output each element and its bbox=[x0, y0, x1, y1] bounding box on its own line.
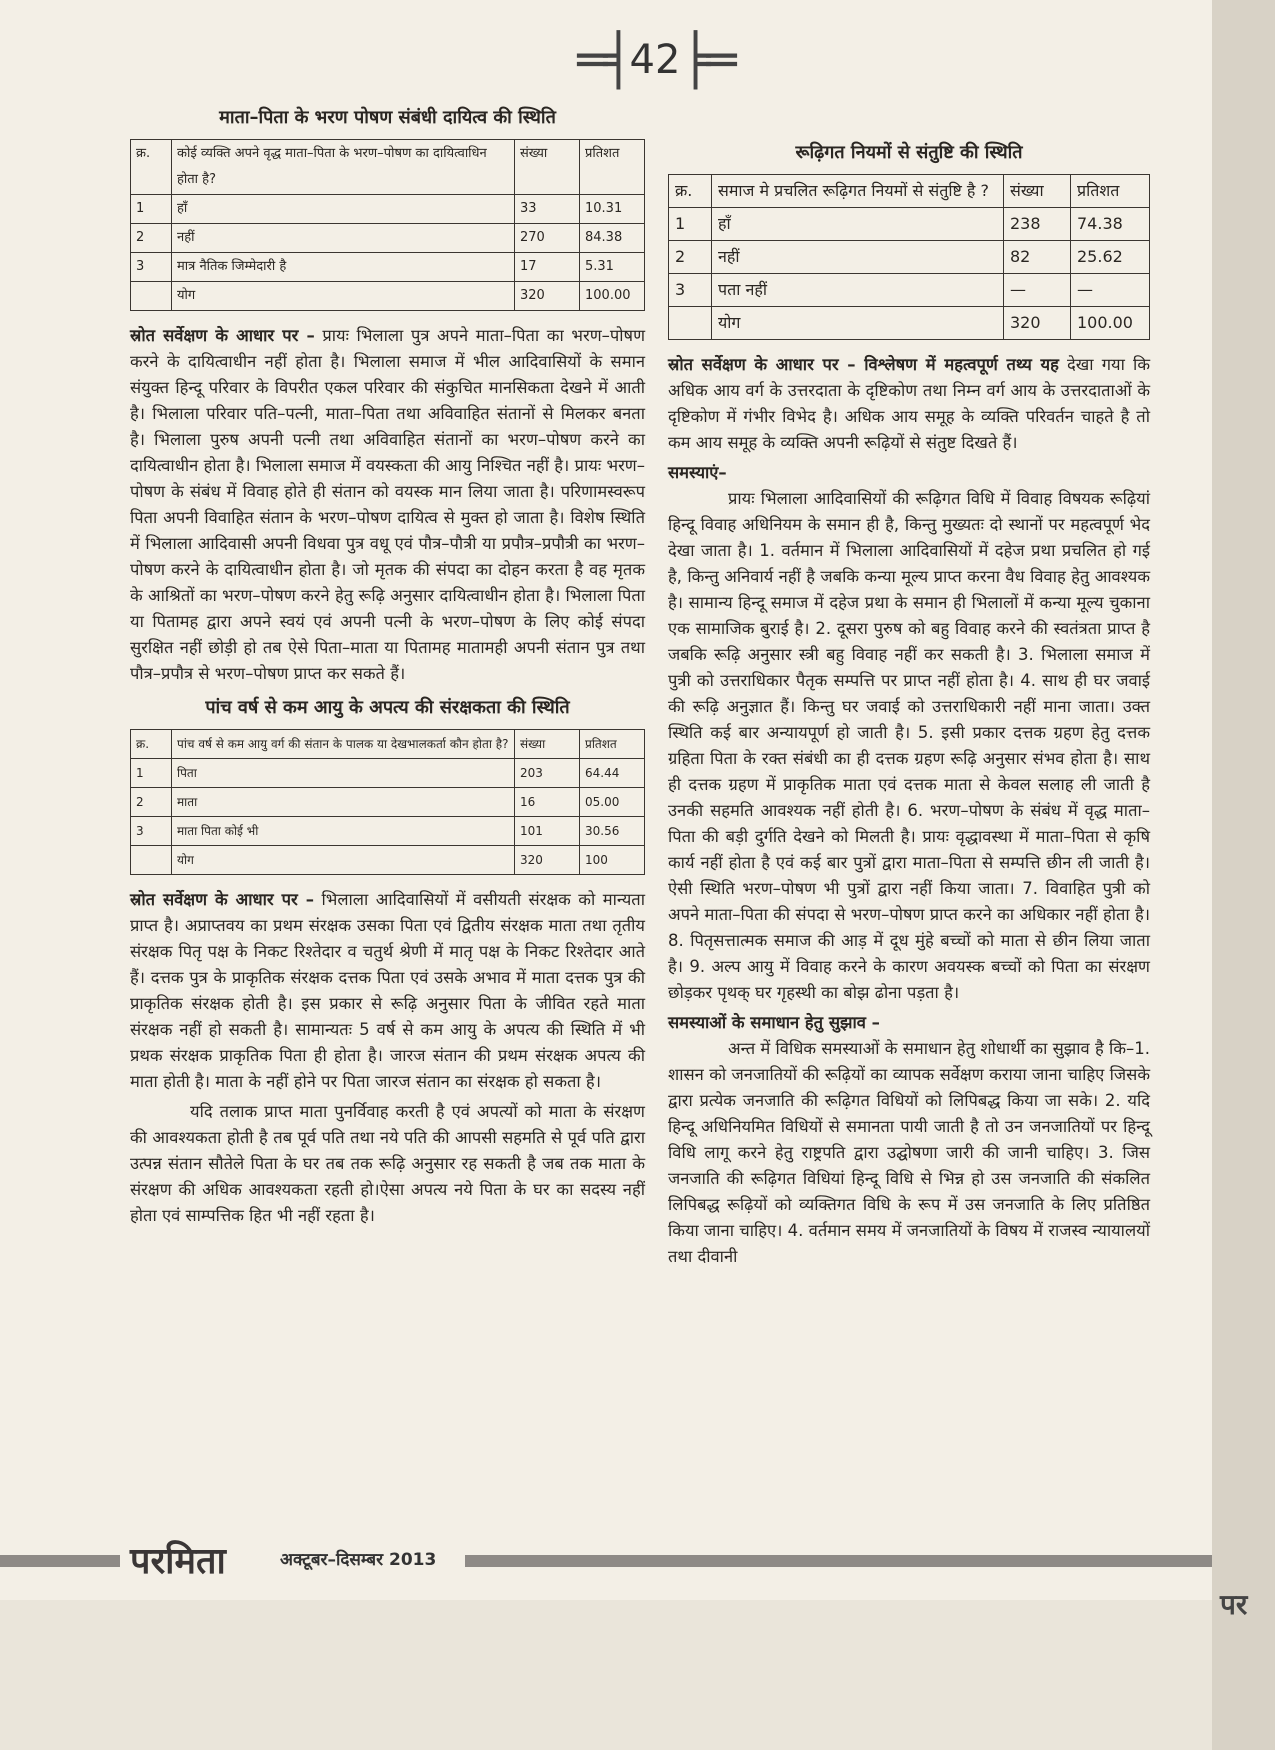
table-cell: योग bbox=[712, 307, 1004, 340]
left-paragraph-1 bbox=[130, 323, 645, 687]
table-row bbox=[131, 817, 645, 846]
table-cell: — bbox=[1071, 274, 1150, 307]
table2-title: पांच वर्ष से कम आयु के अपत्य की संरक्षकता की स्थिति bbox=[205, 697, 570, 718]
problems-heading: समस्याएं– bbox=[668, 463, 727, 482]
table-header: संख्या bbox=[515, 140, 580, 195]
table-cell: 5.31 bbox=[580, 253, 645, 282]
table-cell: 74.38 bbox=[1071, 208, 1150, 241]
table-cell: माता पिता कोई भी bbox=[172, 817, 515, 846]
left-paragraph-2 bbox=[130, 887, 645, 1095]
table-cell: 3 bbox=[131, 253, 172, 282]
table-cell: 33 bbox=[515, 195, 580, 224]
table-header: क्र. bbox=[131, 140, 172, 195]
table-cell: 17 bbox=[515, 253, 580, 282]
table-header: समाज मे प्रचलित रूढ़िगत नियमों से संतुष्टि है ? bbox=[712, 175, 1004, 208]
paragraph-text: देखा गया कि अधिक आय वर्ग के उत्तरदाता के दृष्टिकोण तथा निम्न वर्ग आय के उत्तरदाताओं के दृष्टिकोण में गंभीर विभेद है। अधिक आय समूह के व्यक्ति परिवर्तन चाहते है तो कम आय समूह के व्यक्ति अपनी रूढ़ियों से संतुष्ट दिखते हैं। bbox=[668, 355, 1150, 452]
table-cell: पता नहीं bbox=[712, 274, 1004, 307]
solutions-paragraph: अन्त में विधिक समस्याओं के समाधान हेतु शोधार्थी का सुझाव है कि–1. शासन को जनजातियों की रूढ़ियों का व्यापक सर्वेक्षण कराया जाना चाहिए जिसके द्वारा प्रत्येक जनजाति की रूढ़िगत विधियों को लिपिबद्ध किया जा सके। 2. यदि हिन्दू अधिनियमित विधियों से समानता पायी जाती है तो उन जनजातियों पर हिन्दू विधि लागू करने हेतु राष्ट्रपति द्वारा उद्घोषणा जारी की जानी चाहिए। 3. जिस जनजाति की रूढ़िगत विधियां हिन्दू विधि से भिन्न हो उस जनजाति की संकलित लिपिबद्ध रूढ़ियों को व्यक्तिगत विधि के रूप में उस जनजाति के लिए प्रतिष्ठित किया जाना चाहिए। 4. वर्तमान समय में जनजातियों के विषय में राजस्व न्यायालयों तथा दीवानी bbox=[668, 1039, 1150, 1266]
table-cell: 270 bbox=[515, 224, 580, 253]
table-header: क्र. bbox=[131, 730, 172, 759]
table-total-row bbox=[131, 282, 645, 311]
table-cell: नहीं bbox=[712, 241, 1004, 274]
footer-rule-right bbox=[465, 1555, 1212, 1567]
table-cell: 2 bbox=[131, 224, 172, 253]
right-column bbox=[668, 140, 1150, 1274]
left-column bbox=[130, 105, 645, 1233]
table-row bbox=[131, 759, 645, 788]
table-header-row bbox=[131, 730, 645, 759]
table-header: प्रतिशत bbox=[580, 140, 645, 195]
book-spine bbox=[1212, 0, 1275, 1750]
table-cell: 320 bbox=[515, 282, 580, 311]
table-cell: 320 bbox=[515, 846, 580, 875]
table-header: पांच वर्ष से कम आयु वर्ग की संतान के पालक या देखभालकर्ता कौन होता है? bbox=[172, 730, 515, 759]
left-ornament-icon: ═╡ bbox=[577, 31, 630, 89]
table-cell: 203 bbox=[515, 759, 580, 788]
table-cell: 3 bbox=[669, 274, 712, 307]
table1-title: माता–पिता के भरण पोषण संबंधी दायित्व की स्थिति bbox=[219, 107, 556, 128]
table-cell: 84.38 bbox=[580, 224, 645, 253]
table-cell: 2 bbox=[131, 788, 172, 817]
table-cell: 30.56 bbox=[580, 817, 645, 846]
table-row bbox=[669, 274, 1150, 307]
table-cell: 1 bbox=[669, 208, 712, 241]
table-row bbox=[131, 195, 645, 224]
table-header: प्रतिशत bbox=[1071, 175, 1150, 208]
table-cell bbox=[131, 846, 172, 875]
table-cell: 100 bbox=[580, 846, 645, 875]
table-cell: 238 bbox=[1004, 208, 1071, 241]
table-cell: योग bbox=[172, 282, 515, 311]
table-cell: योग bbox=[172, 846, 515, 875]
right-paragraph-1 bbox=[668, 352, 1150, 456]
table-cell: 2 bbox=[669, 241, 712, 274]
table-header: प्रतिशत bbox=[580, 730, 645, 759]
table1 bbox=[130, 139, 645, 311]
table3 bbox=[668, 174, 1150, 340]
table-header-row bbox=[131, 140, 645, 195]
table-row bbox=[131, 224, 645, 253]
table2 bbox=[130, 729, 645, 875]
table-total-row bbox=[131, 846, 645, 875]
table-cell: 3 bbox=[131, 817, 172, 846]
table-header-row bbox=[669, 175, 1150, 208]
paragraph-text: भिलाला आदिवासियों में वसीयती संरक्षक को मान्यता प्राप्त है। अप्राप्तवय का प्रथम संरक्षक उसका पिता एवं द्वितीय संरक्षक माता तथा तृतीय संरक्षक पितृ पक्ष के निकट रिश्तेदार व चतुर्थ श्रेणी में मातृ पक्ष के निकट रिश्तेदार आते हैं। दत्तक पुत्र के प्राकृतिक संरक्षक दत्तक पिता एवं उसके अभाव में माता दत्तक पुत्र की प्राकृतिक संरक्षक होती है। इस प्रकार से रूढ़ि अनुसार पिता के जीवित रहते माता संरक्षक नहीं हो सकती है। सामान्यतः 5 वर्ष से कम आयु के अपत्य की स्थिति में भी प्रथक संरक्षक प्राकृतिक पिता ही होता है। जारज संतान की प्रथम संरक्षक अपत्य की माता होती है। माता के नहीं होने पर पिता जारज संतान का संरक्षक हो सकता है। bbox=[130, 890, 645, 1091]
table-row bbox=[669, 241, 1150, 274]
table-cell bbox=[669, 307, 712, 340]
issue-date: अक्टूबर–दिसम्बर 2013 bbox=[280, 1550, 437, 1570]
table-cell: माता bbox=[172, 788, 515, 817]
table-cell bbox=[131, 282, 172, 311]
table-cell: — bbox=[1004, 274, 1071, 307]
right-ornament-icon: ╞═ bbox=[680, 31, 733, 89]
page-number-header bbox=[560, 30, 750, 90]
table-cell: नहीं bbox=[172, 224, 515, 253]
table-total-row bbox=[669, 307, 1150, 340]
table-cell: 320 bbox=[1004, 307, 1071, 340]
footer-rule-left bbox=[0, 1555, 120, 1567]
page-bottom-area bbox=[0, 1600, 1212, 1750]
magazine-logo: परमिता bbox=[130, 1541, 226, 1582]
table-row bbox=[131, 788, 645, 817]
table-header: क्र. bbox=[669, 175, 712, 208]
table-cell: पिता bbox=[172, 759, 515, 788]
table-cell: 1 bbox=[131, 195, 172, 224]
table-header: संख्या bbox=[1004, 175, 1071, 208]
table-cell: 82 bbox=[1004, 241, 1071, 274]
page-number: 42 bbox=[629, 37, 681, 83]
table-cell: 100.00 bbox=[580, 282, 645, 311]
solutions-heading: समस्याओं के समाधान हेतु सुझाव – bbox=[668, 1013, 880, 1032]
problems-paragraph: प्रायः भिलाला आदिवासियों की रूढ़िगत विधि में विवाह विषयक रूढ़ियां हिन्दू विवाह अधिनियम के समान ही है, किन्तु मुख्यतः दो स्थानों पर महत्वपूर्ण भेद देखा जाता है। 1. वर्तमान में भिलाला आदिवासियों में दहेज प्रथा प्रचलित हो गई है, किन्तु अनिवार्य नहीं है जबकि कन्या मूल्य प्राप्त करना वैध विवाह हेतु आवश्यक है। सामान्य हिन्दू समाज में दहेज प्रथा के समान ही भिलालों में कन्या मूल्य चुकाना एक सामाजिक बुराई है। 2. दूसरा पुरुष को बहु विवाह करने की स्वतंत्रता प्राप्त है जबकि रूढ़ि अनुसार स्त्री बहु विवाह नहीं कर सकती है। 3. भिलाला समाज में पुत्री को उत्तराधिकार पैतृक सम्पत्ति पर प्राप्त नहीं होता है। 4. साथ ही घर जवाई की रूढ़ि अनुज्ञात हैं। किन्तु घर जवाई को उत्तराधिकारी नहीं माना जाता। उक्त स्थिति कई बार अन्यायपूर्ण हो जाती है। 5. इसी प्रकार दत्तक ग्रहण हेतु दत्तक ग्रहिता पिता के रक्त संबंधी का ही दत्तक ग्रहण रूढ़ि अनुसार संभव होता है। साथ ही दत्तक ग्रहण में प्राकृतिक माता एवं दत्तक माता से केवल सलाह ली जाती है उनकी सहमति आवश्यक नहीं होती है। 6. भरण–पोषण के संबंध में वृद्ध माता–पिता की बड़ी दुर्गति देखने को मिलती है। प्रायः वृद्धावस्था में माता–पिता से कृषि कार्य नहीं होता है एवं कई बार पुत्रों द्वारा माता–पिता से सम्पत्ति छीन ली जाती है। ऐसी स्थिति भरण–पोषण भी पुत्रों द्वारा नहीं किया जाता। 7. विवाहित पुत्री को अपने माता–पिता की संपदा से भरण–पोषण प्राप्त करने का अधिकार नहीं होता है। 8. पितृसत्तात्मक समाज की आड़ में दूध मुंहे बच्चों को माता से छीन लिया जाता है। 9. अल्प आयु में विवाह करने के कारण अवयस्क बच्चों को पिता का संरक्षण छोड़कर पृथक् घर गृहस्थी का बोझ ढोना पड़ता है। bbox=[668, 489, 1150, 1002]
paragraph-lead: स्रोत सर्वेक्षण के आधार पर – विश्लेषण में महत्वपूर्ण तथ्य यह bbox=[668, 355, 1059, 374]
paragraph-lead: स्रोत सर्वेक्षण के आधार पर – bbox=[130, 890, 314, 909]
table-row bbox=[669, 208, 1150, 241]
table-cell: 1 bbox=[131, 759, 172, 788]
table-cell: 64.44 bbox=[580, 759, 645, 788]
table-row bbox=[131, 253, 645, 282]
paragraph-lead: स्रोत सर्वेक्षण के आधार पर – bbox=[130, 326, 315, 345]
table-cell: 10.31 bbox=[580, 195, 645, 224]
table-cell: 05.00 bbox=[580, 788, 645, 817]
table3-title: रूढ़िगत नियमों से संतुष्टि की स्थिति bbox=[795, 142, 1023, 163]
table-cell: 101 bbox=[515, 817, 580, 846]
page-footer bbox=[0, 1535, 1212, 1585]
table-cell: 100.00 bbox=[1071, 307, 1150, 340]
left-paragraph-3: यदि तलाक प्राप्त माता पुनर्विवाह करती है एवं अपत्यों को माता के संरक्षण की आवश्यकता होती है तब पूर्व पति तथा नये पति की आपसी सहमति से पूर्व पति द्वारा उत्पन्न संतान सौतेले पिता के घर तब तक रूढ़ि अनुसार रह सकती है जब तक माता के संरक्षण की अधिक आवश्यकता रहती हो।ऐसा अपत्य नये पिता के घर का सदस्य नहीं होता एवं साम्पत्तिक हित भी नहीं रहता है। bbox=[130, 1102, 645, 1225]
table-cell: 16 bbox=[515, 788, 580, 817]
table-header: कोई व्यक्ति अपने वृद्ध माता–पिता के भरण–पोषण का दायित्वाधिन होता है? bbox=[172, 140, 515, 195]
table-cell: 25.62 bbox=[1071, 241, 1150, 274]
table-header: संख्या bbox=[515, 730, 580, 759]
table-cell: मात्र नैतिक जिम्मेदारी है bbox=[172, 253, 515, 282]
paragraph-text: प्रायः भिलाला पुत्र अपने माता–पिता का भरण–पोषण करने के दायित्वाधीन नहीं होता है। भिलाला समाज में भील आदिवासियों के समान संयुक्त हिन्दू परिवार के विपरीत एकल परिवार की संकुचित मानसिकता देखने में आती है। भिलाला परिवार पति–पत्नी, माता–पिता तथा अविवाहित संतानों से मिलकर बनता है। भिलाला पुरुष अपनी पत्नी तथा अविवाहित संतानों का भरण–पोषण करने का दायित्वाधीन होता है। भिलाला समाज में वयस्कता की आयु निश्चित नहीं है। प्रायः भरण–पोषण के संबंध में विवाह होते ही संतान को वयस्क मान लिया जाता है। परिणामस्वरूप पिता अपनी विवाहित संतान के भरण–पोषण दायित्व से मुक्त हो जाता है। विशेष स्थिति में भिलाला आदिवासी अपनी विधवा पुत्र वधू एवं पौत्र–पौत्री या प्रपौत्र–प्रपौत्री का भरण–पोषण करने के दायित्वाधीन होता है। जो मृतक की संपदा का दोहन करता है वह मृतक के आश्रितों का भरण–पोषण करने हेतु रूढ़ि अनुसार दायित्वाधीन होता है। भिलाला पिता या पितामह द्वारा अपने स्वयं एवं अपनी पत्नी के भरण–पोषण के लिए कोई संपदा सुरक्षित नहीं छोड़ी हो तब ऐसे पिता–माता या पितामह मातामही अपनी संतान पुत्र तथा पौत्र–प्रपौत्र से भरण–पोषण प्राप्त कर सकते हैं। bbox=[130, 326, 645, 683]
table-cell: हाँ bbox=[712, 208, 1004, 241]
next-page-edge-text: पर bbox=[1220, 1588, 1248, 1621]
table-cell: हाँ bbox=[172, 195, 515, 224]
